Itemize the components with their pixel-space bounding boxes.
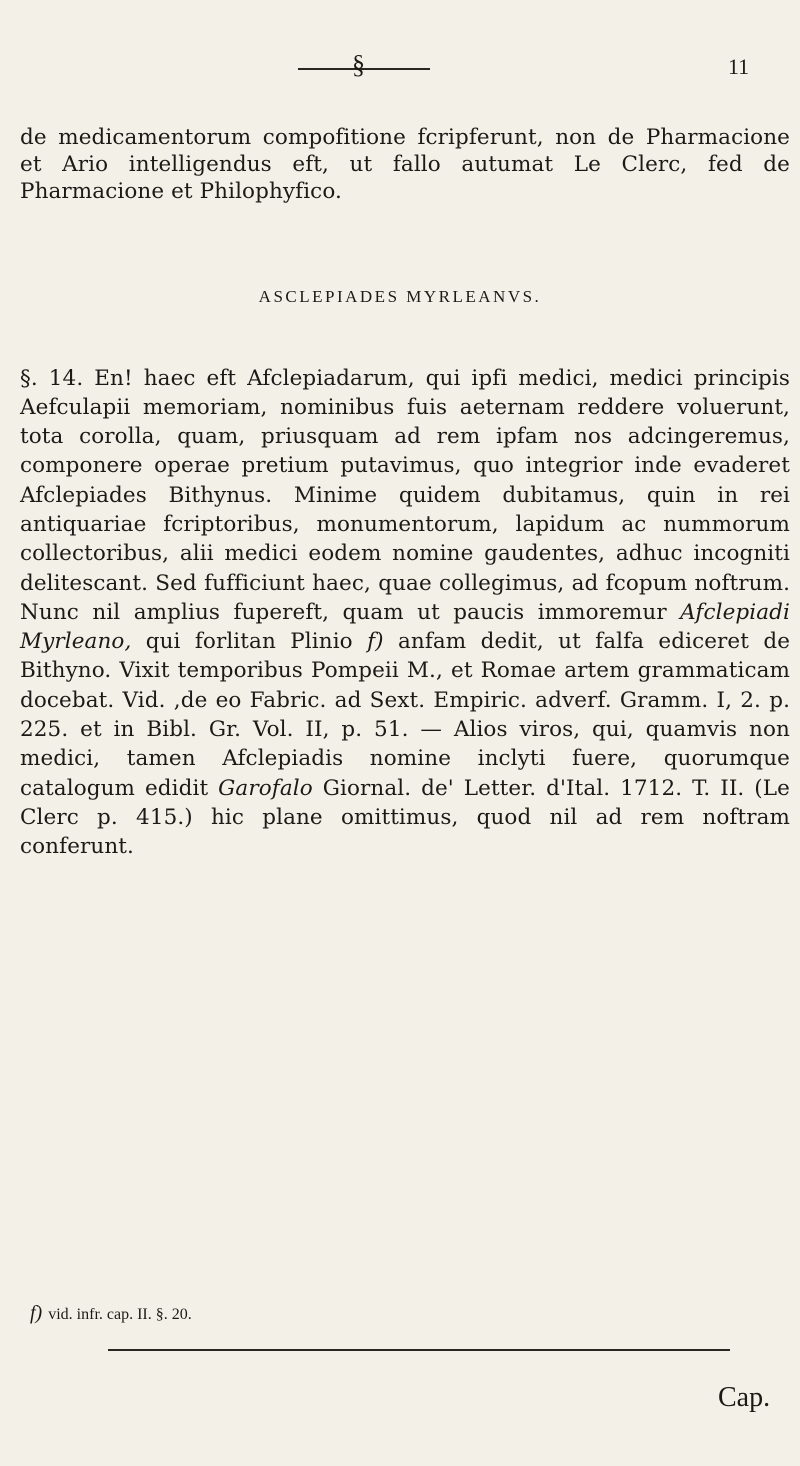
footer-rule — [108, 1349, 730, 1351]
signature-mark: § — [352, 50, 365, 79]
main-text-part-4: Giornal. de' Letter. d'Ital. 1712. T. II. (Le Clerc p. 415.) hic plane omittimus, quod nil ad rem noftram conferunt. — [20, 775, 790, 860]
footnote — [30, 1302, 192, 1325]
italic-name-myrleano: Afclepiadi Myrleano, — [20, 599, 790, 655]
footnote-reference: f) — [367, 629, 384, 655]
page-number: 11 — [728, 54, 750, 79]
catchword: Cap. — [718, 1382, 771, 1413]
footnote-text: vid. infr. cap. II. §. 20. — [48, 1306, 192, 1323]
italic-name-garofalo: Garofalo — [218, 775, 313, 801]
section-heading: ASCLEPIADES MYRLEANVS. — [258, 287, 542, 306]
main-text-part-3: anfam dedit, ut falfa ediceret de Bithyno. Vixit temporibus Pompeii M., et Romae artem grammaticam docebat. Vid. ,de eo Fabric. ad Sext. Empiric. adverf. Gramm. I, 2. p. 225. et in Bibl. Gr. Vol. II, p. 51. — Alios viros, qui, quamvis non medici, tamen Afclepiadis nomine inclyti fuere, quorumque catalogum edidit — [20, 629, 791, 801]
page-header — [0, 48, 800, 88]
intro-paragraph: de medicamentorum compofitione fcripferunt, non de Pharmacione et Ario intelligendus eft, ut fallo autumat Le Clerc, fed de Pharmacione et Philophyfico. — [20, 124, 790, 204]
main-text-part-2: qui forlitan Plinio — [145, 629, 353, 655]
main-paragraph — [20, 364, 790, 862]
footnote-mark: f) — [30, 1302, 43, 1324]
main-text-part-1: §. 14. En! haec eft Afclepiadarum, qui ipfi medici, medici principis Aefculapii memoriam, nominibus fuis aeternam reddere voluerunt, tota corolla, quam, priusquam ad rem ipfam nos adcingeremus, componere operae pretium putavimus, quo integrior inde evaderet Afclepiades Bithynus. Minime quidem dubitamus, quin in rei antiquariae fcriptoribus, monumentorum, lapidum ac nummorum collectoribus, alii medici eodem nomine gaudentes, adhuc incogniti delitescant. Sed fufficiunt haec, quae collegimus, ad fcopum noftrum. Nunc nil amplius fupereft, quam ut paucis immoremur — [20, 365, 790, 625]
